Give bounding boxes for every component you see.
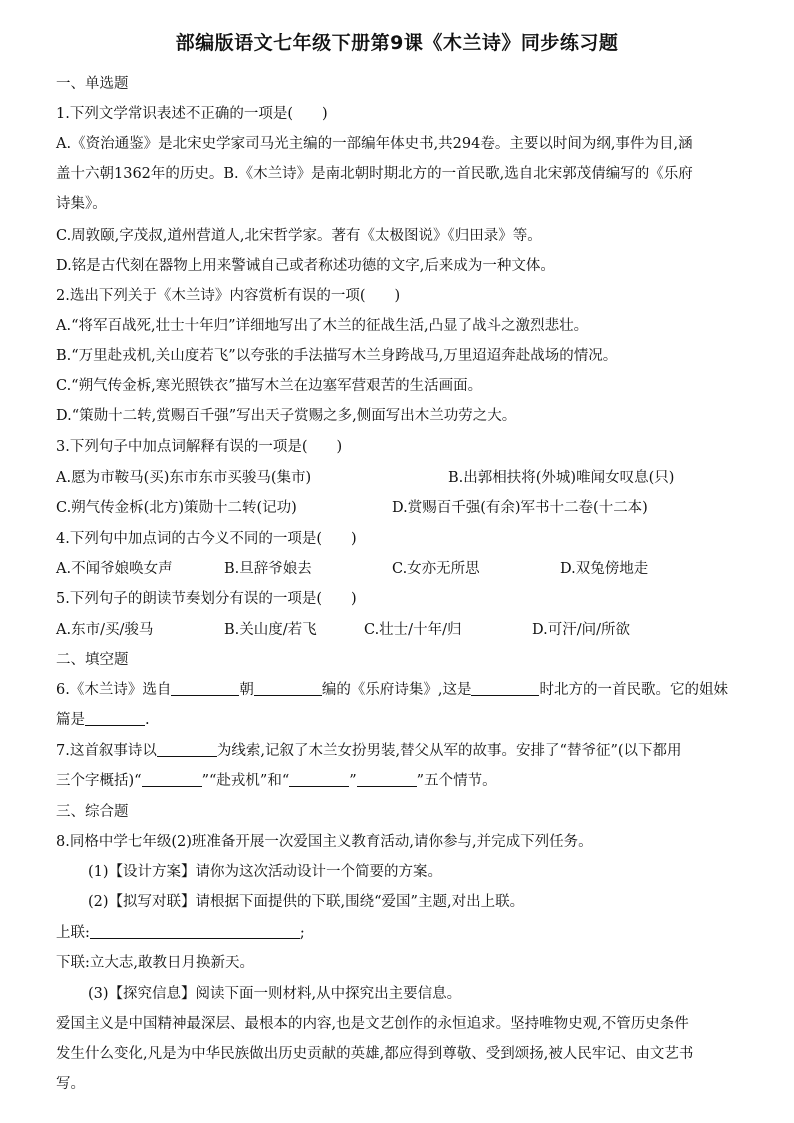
question-8-task-3: (3)【探究信息】阅读下面一则材料,从中探究出主要信息。: [88, 986, 462, 1002]
upper-couplet-line: [56, 921, 756, 942]
upper-couplet-label: 上联:: [56, 925, 90, 941]
question-7-line2: [56, 769, 756, 790]
question-4-option-b: B.旦辞爷娘去: [224, 561, 312, 577]
answer-blank[interactable]: [171, 681, 239, 697]
question-1-option-a-line2: 盖十六朝1362年的历史。B.《木兰诗》是南北朝时期北方的一首民歌,选自北宋郭茂倩编写的《乐府: [56, 166, 693, 182]
question-4-option-d: D.双兔傍地走: [560, 561, 649, 577]
section-heading-fill-blank: 二、填空题: [56, 652, 129, 668]
upper-couplet-blank[interactable]: [90, 924, 300, 940]
question-5-option-d: D.可汗/问/所欲: [532, 622, 630, 638]
question-3-option-c: C.朔气传金柝(北方)策勋十二转(记功): [56, 500, 297, 516]
question-1-option-a-line3: 诗集》。: [56, 196, 107, 212]
question-1-option-a-line1: A.《资治通鉴》是北宋史学家司马光主编的一部编年体史书,共294卷。主要以时间为纲,事件为目,涵: [56, 136, 693, 152]
question-6-text-3: 编的《乐府诗集》,这是: [321, 682, 472, 698]
question-5-option-c: C.壮士/十年/归: [364, 622, 462, 638]
answer-blank[interactable]: [289, 772, 349, 788]
answer-blank[interactable]: [471, 681, 539, 697]
question-6-text-2: 朝: [239, 682, 254, 698]
question-2-option-d: D.“策勋十二转,赏赐百千强”写出天子赏赐之多,侧面写出木兰功劳之大。: [56, 408, 517, 424]
question-2-option-a: A.“将军百战死,壮士十年归”详细地写出了木兰的征战生活,凸显了战斗之激烈悲壮。: [56, 318, 589, 334]
page-title: 部编版语文七年级下册第9课《木兰诗》同步练习题: [175, 32, 619, 54]
question-3-option-d: D.赏赐百千强(有余)军书十二卷(十二本): [392, 500, 648, 516]
answer-blank[interactable]: [357, 772, 417, 788]
answer-blank[interactable]: [85, 711, 145, 727]
question-7-line1: [56, 739, 756, 760]
question-5-stem: 5.下列句子的朗读节奏划分有误的一项是( ): [56, 591, 357, 607]
question-6-line2: [56, 708, 756, 729]
question-2-option-c: C.“朔气传金柝,寒光照铁衣”描写木兰在边塞军营艰苦的生活画面。: [56, 378, 483, 394]
question-7-text-2: 为线索,记叙了木兰女扮男装,替父从军的故事。安排了“替爷征”(以下都用: [216, 743, 682, 759]
question-7-text-6: ”五个情节。: [416, 773, 497, 789]
material-line-2: 发生什么变化,凡是为中华民族做出历史贡献的英雄,都应得到尊敬、受到颂扬,被人民牢记、由文艺书: [56, 1046, 694, 1062]
question-6-text-1: 6.《木兰诗》选自: [56, 682, 172, 698]
question-4-option-a: A.不闻爷娘唤女声: [56, 561, 173, 577]
section-heading-comprehensive: 三、综合题: [56, 804, 129, 820]
section-heading-single-choice: 一、单选题: [56, 76, 129, 92]
material-line-3: 写。: [56, 1076, 85, 1092]
question-8-task-1: (1)【设计方案】请你为这次活动设计一个简要的方案。: [88, 864, 443, 880]
question-7-text-5: ”: [349, 773, 357, 789]
question-6-text-4: 时北方的一首民歌。它的姐妹: [539, 682, 728, 698]
question-3-stem: 3.下列句子中加点词解释有误的一项是( ): [56, 439, 343, 455]
answer-blank[interactable]: [157, 742, 217, 758]
question-6-line1: [56, 678, 756, 699]
question-4-option-c: C.女亦无所思: [392, 561, 480, 577]
question-2-stem: 2.选出下列关于《木兰诗》内容赏析有误的一项( ): [56, 288, 401, 304]
question-2-option-b: B.“万里赴戎机,关山度若飞”以夸张的手法描写木兰身跨战马,万里迢迢奔赴战场的情况。: [56, 348, 618, 364]
question-7-text-1: 7.这首叙事诗以: [56, 743, 157, 759]
question-5-option-b: B.关山度/若飞: [224, 622, 317, 638]
question-7-text-4: ”“赴戎机”和“: [201, 773, 290, 789]
question-1-option-c: C.周敦颐,字茂叔,道州营道人,北宋哲学家。著有《太极图说》《归田录》等。: [56, 228, 542, 244]
question-3-option-b: B.出郭相扶将(外城)唯闻女叹息(只): [448, 470, 675, 486]
upper-couplet-end: ;: [299, 925, 305, 941]
question-6-text-5: 篇是: [56, 712, 85, 728]
question-1-option-d: D.铭是古代刻在器物上用来警诫自己或者称述功德的文字,后来成为一种文体。: [56, 258, 555, 274]
lower-couplet: 下联:立大志,敢教日月换新天。: [56, 955, 254, 971]
question-8-task-2: (2)【拟写对联】请根据下面提供的下联,围绕“爱国”主题,对出上联。: [88, 894, 525, 910]
material-line-1: 爱国主义是中国精神最深层、最根本的内容,也是文艺创作的永恒追求。坚持唯物史观,不管历史条件: [56, 1016, 689, 1032]
question-7-text-3: 三个字概括)“: [56, 773, 142, 789]
answer-blank[interactable]: [142, 772, 202, 788]
question-8-stem: 8.同格中学七年级(2)班准备开展一次爱国主义教育活动,请你参与,并完成下列任务。: [56, 834, 593, 850]
question-3-option-a: A.愿为市鞍马(买)东市东市买骏马(集市): [56, 470, 312, 486]
answer-blank[interactable]: [254, 681, 322, 697]
question-6-text-6: .: [145, 712, 150, 728]
question-4-stem: 4.下列句中加点词的古今义不同的一项是( ): [56, 531, 357, 547]
question-1-stem: 1.下列文学常识表述不正确的一项是( ): [56, 106, 328, 122]
question-5-option-a: A.东市/买/骏马: [56, 622, 154, 638]
